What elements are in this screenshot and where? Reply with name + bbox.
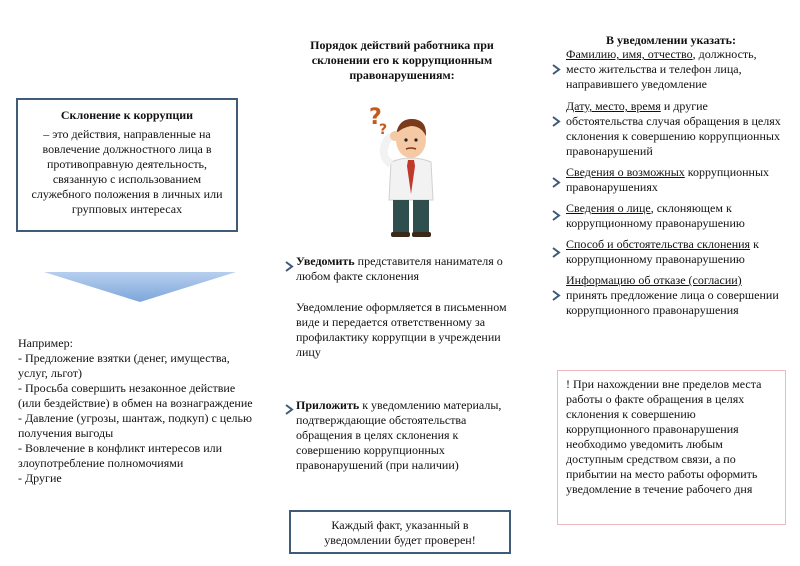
example-item: - Давление (угрозы, шантаж, подкуп) с целью получения выгоды: [18, 411, 252, 440]
step-notify-label: Уведомить: [296, 254, 355, 268]
example-item: - Предложение взятки (денег, имущества, услуг, льгот): [18, 351, 230, 380]
chevron-right-icon: [552, 247, 561, 258]
definition-text: – это действия, направленные на вовлечение должностного лица в противоправную деятельность, связанную с использованием служебного положения в личных или групповых интересах: [31, 127, 223, 216]
confused-person-icon: [365, 104, 445, 239]
step-attach: [296, 398, 518, 473]
chevron-right-icon: [285, 261, 294, 272]
notify-item-key: Сведения о возможных: [566, 165, 685, 179]
step-notify: [296, 254, 518, 284]
notify-item-text: коррупционных правонарушениях: [566, 165, 770, 194]
verification-box: [289, 510, 511, 554]
notify-item-text: и другие обстоятельства случая обращения в целях склонения к совершению коррупционных правонарушений: [566, 99, 781, 158]
definition-title: Склонение к коррупции: [60, 108, 194, 122]
step-notify-text: представителя нанимателя о любом факте склонения: [296, 254, 503, 283]
svg-text:?: ?: [369, 105, 382, 130]
examples-intro: Например:: [18, 336, 73, 350]
notify-item-key: Информацию об отказе (согласии): [566, 273, 742, 287]
notify-item-key: Сведения о лице: [566, 201, 651, 215]
example-item: - Вовлечение в конфликт интересов или злоупотребление полномочиями: [18, 441, 223, 470]
procedure-title: Порядок действий работника при склонении его к коррупционным правонарушениям:: [310, 38, 494, 82]
step-attach-label: Приложить: [296, 398, 360, 412]
notify-item: [566, 47, 786, 92]
notify-item-text: , склоняющем к коррупционному правонарушению: [566, 201, 745, 230]
remote-notice-text: ! При нахождении вне пределов места работы о факте обращения в целях склонения к совершению коррупционного правонарушения необходимо уведомить любым доступным средством связи, а по прибытии на место работы оформить уведомление в течение рабочего дня: [566, 377, 762, 496]
notify-item-text: к коррупционному правонарушению: [566, 237, 759, 266]
notify-item-key: Фамилию, имя, отчество: [566, 47, 693, 61]
notify-item: [566, 201, 786, 231]
remote-notice-box: [557, 370, 786, 525]
notify-item: [566, 99, 786, 159]
example-item: - Просьба совершить незаконное действие (или бездействие) в обмен на вознаграждение: [18, 381, 253, 410]
chevron-right-icon: [552, 290, 561, 301]
chevron-right-icon: [552, 210, 561, 221]
notify-item: [566, 273, 786, 318]
step-attach-text: к уведомлению материалы, подтверждающие обстоятельства обращения в целях склонения к совершению коррупционных правонарушений (при наличии): [296, 398, 502, 472]
notify-title: В уведомлении указать:: [606, 33, 736, 47]
example-item: - Другие: [18, 471, 62, 485]
svg-text:?: ?: [379, 122, 388, 138]
examples-list: [18, 336, 258, 486]
down-arrow-icon: [44, 272, 236, 302]
notify-item-key: Способ и обстоятельства склонения: [566, 237, 751, 251]
notify-item-key: Дату, место, время: [566, 99, 661, 113]
chevron-right-icon: [552, 116, 561, 127]
chevron-right-icon: [552, 64, 561, 75]
step-notify-note: Уведомление оформляется в письменном виде и передается ответственному за профилактику коррупции в учреждении лицу: [296, 300, 507, 359]
notify-item-text: , должность, место жительства и телефон лица, направившего уведомление: [566, 47, 757, 91]
verification-text: Каждый факт, указанный в уведомлении будет проверен!: [324, 518, 476, 547]
notify-item-text: принять предложение лица о совершении коррупционного правонарушения: [566, 288, 779, 317]
definition-box: [16, 98, 238, 232]
chevron-right-icon: [285, 404, 294, 415]
notify-item: [566, 165, 786, 195]
chevron-right-icon: [552, 177, 561, 188]
notify-item: [566, 237, 786, 267]
